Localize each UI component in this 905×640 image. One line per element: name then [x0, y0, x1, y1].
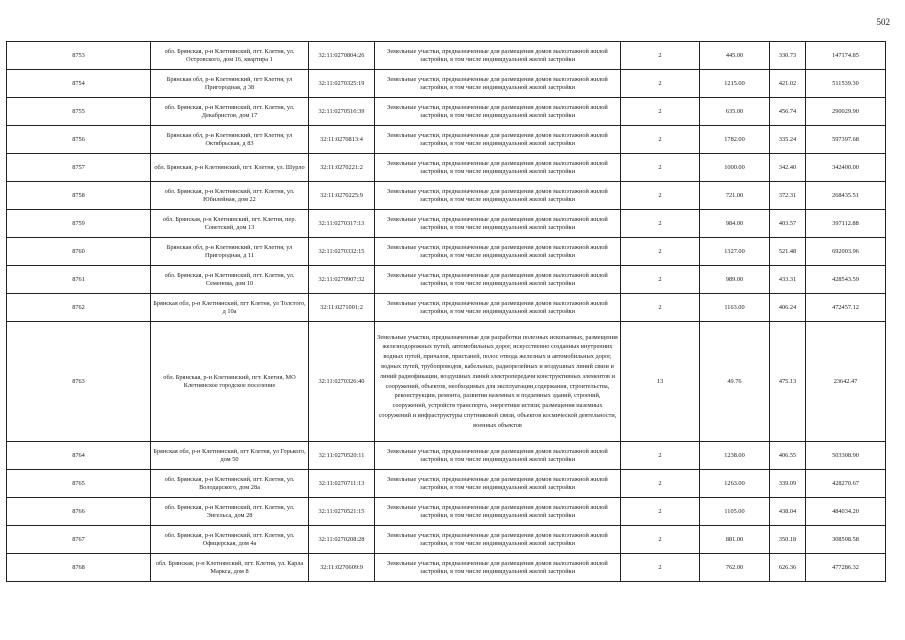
- area-cell: 721.00: [700, 182, 770, 210]
- unit-value-cell: 342.40: [770, 154, 806, 182]
- unit-value-cell: 350.18: [770, 526, 806, 554]
- cadastral-value-cell: 23642.47: [806, 322, 886, 442]
- cadastral-value-cell: 597397.68: [806, 126, 886, 154]
- cadastral-number-cell: 32:11:0271001:2: [309, 294, 375, 322]
- table-row: [7, 266, 886, 294]
- group-cell: 2: [621, 554, 700, 582]
- land-use-cell: Земельные участки, предназначенные для размещения домов малоэтажной жилой застройки, в том числе индивидуальной жилой застройки: [375, 554, 621, 582]
- cadastral-value-cell: 147174.85: [806, 42, 886, 70]
- unit-value-cell: 475.13: [770, 322, 806, 442]
- land-use-cell: Земельные участки, предназначенные для размещения домов малоэтажной жилой застройки, в том числе индивидуальной жилой застройки: [375, 470, 621, 498]
- area-cell: 1263.00: [700, 470, 770, 498]
- cadastral-value-cell: 308508.58: [806, 526, 886, 554]
- land-use-cell: Земельные участки, предназначенные для размещения домов малоэтажной жилой застройки, в том числе индивидуальной жилой застройки: [375, 182, 621, 210]
- address-cell: обл. Брянская, р-н Клетнянский, пгт. Клетня, ул. Юбилейная, дом 22: [151, 182, 309, 210]
- cadastral-number-cell: 32:11:0270221:2: [309, 154, 375, 182]
- area-cell: 1782.00: [700, 126, 770, 154]
- table-row: [7, 322, 886, 442]
- table-row: [7, 442, 886, 470]
- cadastral-value-cell: 472457.12: [806, 294, 886, 322]
- unit-value-cell: 335.24: [770, 126, 806, 154]
- row-number: 8767: [7, 526, 151, 554]
- land-use-cell: Земельные участки, предназначенные для размещения домов малоэтажной жилой застройки, в том числе индивидуальной жилой застройки: [375, 442, 621, 470]
- address-cell: обл. Брянская, р-н Клетнянский, пгт. Клетня, пер. Советский, дом 13: [151, 210, 309, 238]
- group-cell: 2: [621, 98, 700, 126]
- unit-value-cell: 406.24: [770, 294, 806, 322]
- group-cell: 2: [621, 126, 700, 154]
- cadastral-number-cell: 32:11:0270521:15: [309, 498, 375, 526]
- area-cell: 49.76: [700, 322, 770, 442]
- row-number: 8762: [7, 294, 151, 322]
- cadastral-value-cell: 692003.96: [806, 238, 886, 266]
- row-number: 8760: [7, 238, 151, 266]
- land-use-cell: Земельные участки, предназначенные для размещения домов малоэтажной жилой застройки, в том числе индивидуальной жилой застройки: [375, 98, 621, 126]
- table-row: [7, 554, 886, 582]
- table-row: [7, 182, 886, 210]
- cadastral-number-cell: 32:11:0270317:13: [309, 210, 375, 238]
- cadastral-value-cell: 428270.67: [806, 470, 886, 498]
- area-cell: 762.00: [700, 554, 770, 582]
- table-row: [7, 70, 886, 98]
- cadastral-value-cell: 484034.20: [806, 498, 886, 526]
- cadastral-number-cell: 32:11:0270208:28: [309, 526, 375, 554]
- land-use-cell: Земельные участки, предназначенные для размещения домов малоэтажной жилой застройки, в том числе индивидуальной жилой застройки: [375, 210, 621, 238]
- address-cell: обл. Брянская, р-н Клетнянский, пгт. Клетня, ул. Офицерская, дом 4а: [151, 526, 309, 554]
- address-cell: обл. Брянская, р-н Клетнянский, пгт. Клетня, ул. Островского, дом 16, квартира 1: [151, 42, 309, 70]
- group-cell: 2: [621, 70, 700, 98]
- address-cell: Брянская обл, р-н Клетнянский, пгт Клетня, ул Пригородная, д 11: [151, 238, 309, 266]
- unit-value-cell: 421.02: [770, 70, 806, 98]
- row-number: 8754: [7, 70, 151, 98]
- table-row: [7, 526, 886, 554]
- address-cell: Брянская обл, р-н Клетнянский, пгт Клетня, ул Горького, дом 50: [151, 442, 309, 470]
- cadastral-number-cell: 32:11:0270907:32: [309, 266, 375, 294]
- cadastral-number-cell: 32:11:0270325:19: [309, 70, 375, 98]
- cadastral-number-cell: 32:11:0270520:11: [309, 442, 375, 470]
- address-cell: обл. Брянская, р-н Клетнянский, пгт. Клетня, ул. Энгельса, дом 28: [151, 498, 309, 526]
- group-cell: 13: [621, 322, 700, 442]
- table-row: [7, 42, 886, 70]
- cadastral-value-cell: 511539.30: [806, 70, 886, 98]
- cadastral-value-cell: 397112.88: [806, 210, 886, 238]
- area-cell: 1105.00: [700, 498, 770, 526]
- cadastral-value-cell: 477286.32: [806, 554, 886, 582]
- address-cell: обл. Брянская, р-н Клетнянский, пгт. Клетня, ул. Семенова, дом 10: [151, 266, 309, 294]
- group-cell: 2: [621, 442, 700, 470]
- row-number: 8761: [7, 266, 151, 294]
- group-cell: 2: [621, 266, 700, 294]
- group-cell: 2: [621, 42, 700, 70]
- cadastral-value-cell: 342400.00: [806, 154, 886, 182]
- row-number: 8757: [7, 154, 151, 182]
- cadastral-value-cell: 428543.59: [806, 266, 886, 294]
- cadastral-value-cell: 503308.90: [806, 442, 886, 470]
- area-cell: 1215.00: [700, 70, 770, 98]
- address-cell: Брянская обл, р-н Клетнянский, пгт Клетня, ул Толстого, д 10а: [151, 294, 309, 322]
- row-number: 8768: [7, 554, 151, 582]
- table-row: [7, 210, 886, 238]
- table-row: [7, 154, 886, 182]
- row-number: 8756: [7, 126, 151, 154]
- unit-value-cell: 406.55: [770, 442, 806, 470]
- unit-value-cell: 339.09: [770, 470, 806, 498]
- table-row: [7, 98, 886, 126]
- area-cell: 445.00: [700, 42, 770, 70]
- address-cell: обл. Брянская, р-н Клетнянский, пгт. Клетня, ул. Шурло: [151, 154, 309, 182]
- cadastral-number-cell: 32:11:0270609:9: [309, 554, 375, 582]
- table-body: [7, 42, 886, 582]
- area-cell: 989.00: [700, 266, 770, 294]
- row-number: 8766: [7, 498, 151, 526]
- table-row: [7, 470, 886, 498]
- land-use-cell: Земельные участки, предназначенные для размещения домов малоэтажной жилой застройки, в том числе индивидуальной жилой застройки: [375, 498, 621, 526]
- area-cell: 635.00: [700, 98, 770, 126]
- unit-value-cell: 456.74: [770, 98, 806, 126]
- cadastral-value-table: [6, 41, 886, 582]
- group-cell: 2: [621, 182, 700, 210]
- land-use-cell: Земельные участки, предназначенные для разработки полезных ископаемых, размещения железнодорожных путей, автомобильных дорог, искусственно созданных внутренних водных путей, причалов, пристаней, полос отвода железных и автомобильных дорог, водных путей, трубопроводов, кабельных, радиорелейных и воздушных линий связи и линий радиофикации, воздушных линий электропередачи конструктивных элементов и сооружений, объектов, необходимых для эксплуатации,содержания, строительства, реконструкции, ремонта, развития наземных и подземных зданий, строений, сооружений, устройств транспорта, энергетики истязи; размещения наземных сооружений и инфраструктуры спутниковой связи, объектов космической деятельности, военных объектов: [375, 322, 621, 442]
- area-cell: 881.00: [700, 526, 770, 554]
- cadastral-value-cell: 290029.90: [806, 98, 886, 126]
- cadastral-number-cell: 32:11:0270516:39: [309, 98, 375, 126]
- address-cell: Брянская обл, р-н Клетнянский, пгт Клетня, ул Октябрьская, д 83: [151, 126, 309, 154]
- cadastral-number-cell: 32:11:0270711:13: [309, 470, 375, 498]
- group-cell: 2: [621, 294, 700, 322]
- table-row: [7, 294, 886, 322]
- unit-value-cell: 521.48: [770, 238, 806, 266]
- page-number: 502: [876, 17, 890, 27]
- table-row: [7, 126, 886, 154]
- row-number: 8763: [7, 322, 151, 442]
- group-cell: 2: [621, 154, 700, 182]
- group-cell: 2: [621, 210, 700, 238]
- cadastral-number-cell: 32:11:0270813:4: [309, 126, 375, 154]
- group-cell: 2: [621, 470, 700, 498]
- row-number: 8755: [7, 98, 151, 126]
- cadastral-number-cell: 32:11:0270332:15: [309, 238, 375, 266]
- area-cell: 1238.00: [700, 442, 770, 470]
- area-cell: 1163.00: [700, 294, 770, 322]
- land-use-cell: Земельные участки, предназначенные для размещения домов малоэтажной жилой застройки, в том числе индивидуальной жилой застройки: [375, 294, 621, 322]
- row-number: 8764: [7, 442, 151, 470]
- group-cell: 2: [621, 526, 700, 554]
- address-cell: обл. Брянская, р-н Клетнянский, пгт. Клетня, МО Клетнянское городское поселение: [151, 322, 309, 442]
- row-number: 8765: [7, 470, 151, 498]
- land-use-cell: Земельные участки, предназначенные для размещения домов малоэтажной жилой застройки, в том числе индивидуальной жилой застройки: [375, 42, 621, 70]
- row-number: 8753: [7, 42, 151, 70]
- address-cell: обл. Брянская, р-н Клетнянский, пгт. Клетня, ул. Декабристов, дом 17: [151, 98, 309, 126]
- unit-value-cell: 330.73: [770, 42, 806, 70]
- address-cell: Брянская обл, р-н Клетнянский, пгт Клетня, ул Пригородная, д 38: [151, 70, 309, 98]
- group-cell: 2: [621, 238, 700, 266]
- area-cell: 1327.00: [700, 238, 770, 266]
- unit-value-cell: 403.57: [770, 210, 806, 238]
- row-number: 8759: [7, 210, 151, 238]
- address-cell: обл. Брянская, р-н Клетнянский, пгт. Клетня, ул. Карла Маркса, дом 8: [151, 554, 309, 582]
- group-cell: 2: [621, 498, 700, 526]
- table-row: [7, 238, 886, 266]
- land-use-cell: Земельные участки, предназначенные для размещения домов малоэтажной жилой застройки, в том числе индивидуальной жилой застройки: [375, 154, 621, 182]
- land-use-cell: Земельные участки, предназначенные для размещения домов малоэтажной жилой застройки, в том числе индивидуальной жилой застройки: [375, 126, 621, 154]
- land-use-cell: Земельные участки, предназначенные для размещения домов малоэтажной жилой застройки, в том числе индивидуальной жилой застройки: [375, 526, 621, 554]
- land-use-cell: Земельные участки, предназначенные для размещения домов малоэтажной жилой застройки, в том числе индивидуальной жилой застройки: [375, 238, 621, 266]
- cadastral-value-cell: 268435.51: [806, 182, 886, 210]
- cadastral-number-cell: 32:11:0270225:9: [309, 182, 375, 210]
- row-number: 8758: [7, 182, 151, 210]
- cadastral-number-cell: 32:11:0270326:40: [309, 322, 375, 442]
- land-use-cell: Земельные участки, предназначенные для размещения домов малоэтажной жилой застройки, в том числе индивидуальной жилой застройки: [375, 266, 621, 294]
- unit-value-cell: 372.31: [770, 182, 806, 210]
- table-row: [7, 498, 886, 526]
- land-use-cell: Земельные участки, предназначенные для размещения домов малоэтажной жилой застройки, в том числе индивидуальной жилой застройки: [375, 70, 621, 98]
- unit-value-cell: 438.04: [770, 498, 806, 526]
- area-cell: 1000.00: [700, 154, 770, 182]
- unit-value-cell: 626.36: [770, 554, 806, 582]
- unit-value-cell: 433.31: [770, 266, 806, 294]
- area-cell: 984.00: [700, 210, 770, 238]
- address-cell: обл. Брянская, р-н Клетнянский, пгт. Клетня, ул. Володарского, дом 28а: [151, 470, 309, 498]
- cadastral-number-cell: 32:11:0270804:26: [309, 42, 375, 70]
